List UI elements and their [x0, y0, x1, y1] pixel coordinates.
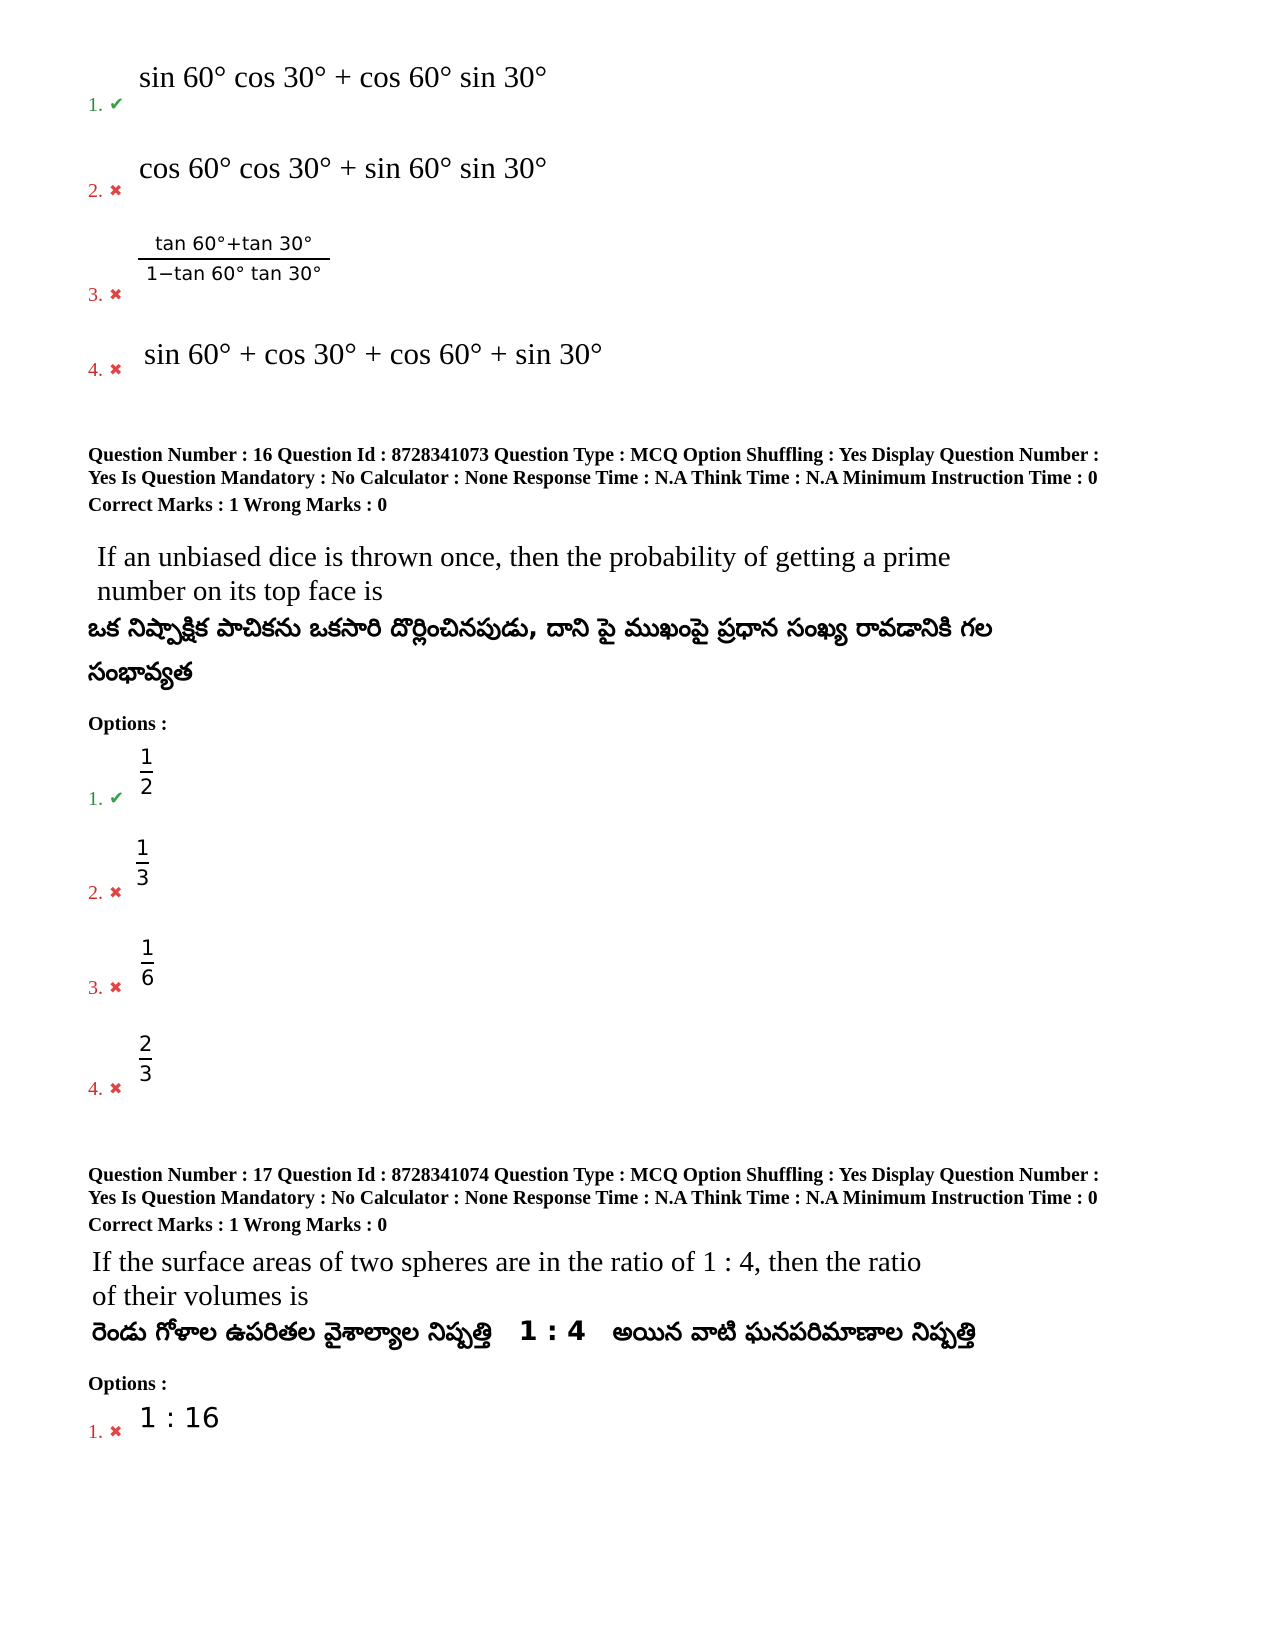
- q15-option-1-expression: sin 60° cos 30° + cos 60° sin 30°: [139, 59, 548, 94]
- q16-option-3-label: 3. ✖: [88, 977, 123, 999]
- q16-metadata: Question Number : 16 Question Id : 8728341073 Question Type : MCQ Option Shuffling : Yes Display Question Number : Yes Is Question Mandatory : No Calculator : None Response Time : N.A Think Time : N.A Minimum Instruction Time : 0 Correct Marks : 1 Wrong Marks : 0: [88, 444, 1248, 517]
- q15-option-3-label: 3. ✖: [88, 284, 123, 306]
- q17-question-text-telugu: రెండు గోళాల ఉపరితల వైశాల్యాల నిష్పత్తి 1 : 4 అయిన వాటి ఘనపరిమాణాల నిష్పత్తి: [92, 1316, 976, 1347]
- check-icon: ✔: [109, 94, 125, 114]
- cross-icon: ✖: [109, 1081, 123, 1098]
- check-icon: ✔: [109, 788, 125, 808]
- q17-option-1-label: 1. ✖: [88, 1421, 123, 1443]
- q17-question-text: If the surface areas of two spheres are in the ratio of 1 : 4, then the ratio of their volumes is: [92, 1246, 922, 1312]
- cross-icon: ✖: [109, 183, 123, 200]
- q17-option-1-expression: 1 : 16: [139, 1401, 220, 1434]
- q15-option-4-label: 4. ✖: [88, 359, 123, 381]
- q17-options-label: Options :: [88, 1373, 168, 1395]
- q16-option-4-label: 4. ✖: [88, 1078, 123, 1100]
- ratio-value: 1 : 4: [518, 1316, 586, 1347]
- q16-option-4-fraction: 2 3: [139, 1032, 153, 1086]
- q15-option-1-label: 1. ✔: [88, 94, 125, 116]
- q16-question-text: If an unbiased dice is thrown once, then the probability of getting a prime number on its top face is: [97, 541, 951, 607]
- q16-options-label: Options :: [88, 713, 168, 735]
- fraction-denominator: 1−tan 60° tan 30°: [146, 263, 322, 285]
- q15-option-2-expression: cos 60° cos 30° + sin 60° sin 30°: [139, 150, 548, 185]
- q16-option-2-fraction: 1 3: [136, 836, 150, 890]
- fraction-numerator: tan 60°+tan 30°: [155, 233, 313, 255]
- cross-icon: ✖: [109, 362, 123, 379]
- cross-icon: ✖: [109, 1424, 123, 1441]
- q16-option-2-label: 2. ✖: [88, 882, 123, 904]
- q16-option-1-fraction: 1 2: [140, 745, 154, 799]
- cross-icon: ✖: [109, 287, 123, 304]
- q17-marks: Correct Marks : 1 Wrong Marks : 0: [88, 1215, 388, 1236]
- cross-icon: ✖: [109, 980, 123, 997]
- cross-icon: ✖: [109, 885, 123, 902]
- q15-option-4-expression: sin 60° + cos 30° + cos 60° + sin 30°: [144, 336, 603, 371]
- q16-question-text-telugu: ఒక నిష్పాక్షిక పాచికను ఒకసారి దొర్లించినపుడు, దాని పై ముఖంపై ప్రధాన సంఖ్య రావడానికి గల సంభావ్యత: [88, 613, 993, 686]
- q16-option-3-fraction: 1 6: [141, 936, 155, 990]
- q16-option-1-label: 1. ✔: [88, 788, 125, 810]
- q16-marks: Correct Marks : 1 Wrong Marks : 0: [88, 495, 388, 516]
- q15-option-3-fraction: [138, 230, 330, 288]
- q15-option-2-label: 2. ✖: [88, 180, 123, 202]
- q17-metadata: Question Number : 17 Question Id : 8728341074 Question Type : MCQ Option Shuffling : Yes Display Question Number : Yes Is Question Mandatory : No Calculator : None Response Time : N.A Think Time : N.A Minimum Instruction Time : 0 Correct Marks : 1 Wrong Marks : 0: [88, 1164, 1248, 1237]
